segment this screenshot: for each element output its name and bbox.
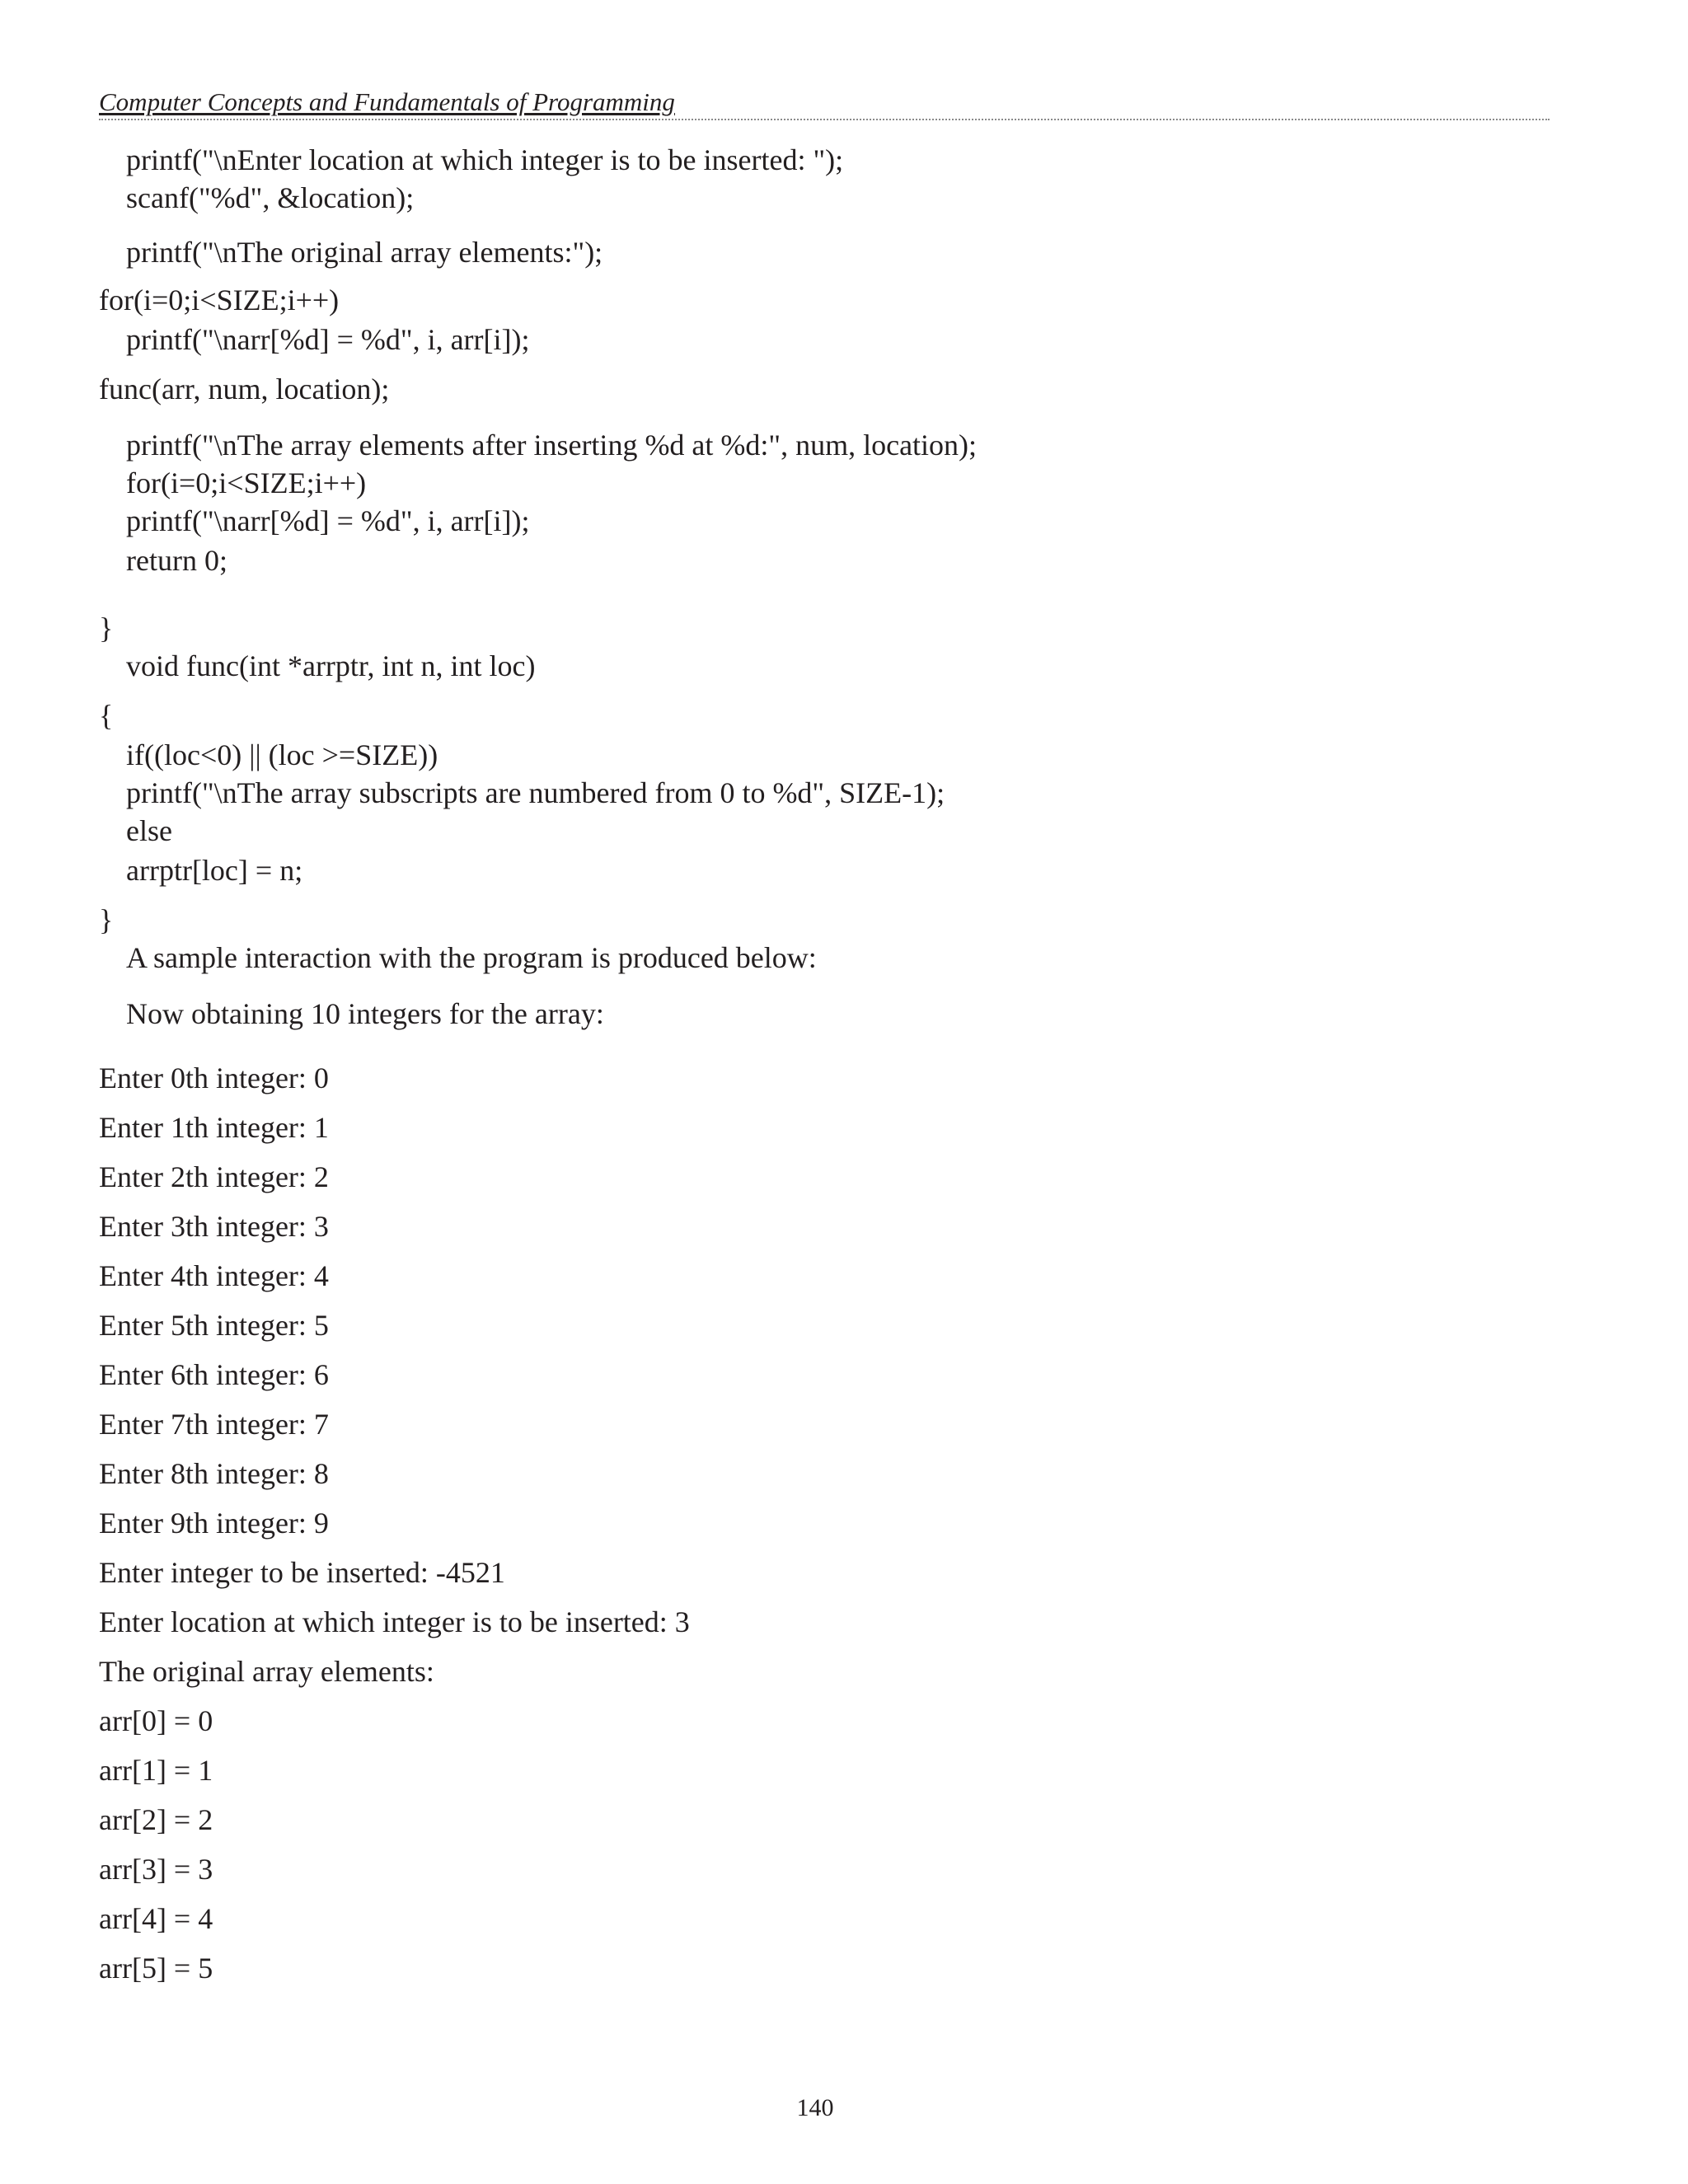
output-line: Enter 9th integer: 9 (99, 1507, 329, 1540)
code-line: func(arr, num, location); (99, 373, 390, 405)
code-line: void func(int *arrptr, int n, int loc) (126, 649, 536, 682)
code-line: if((loc<0) || (loc >=SIZE)) (126, 738, 438, 771)
code-line: scanf("%d", &location); (126, 181, 415, 214)
code-line: } (99, 903, 114, 936)
output-line: Enter 4th integer: 4 (99, 1259, 329, 1292)
code-line: printf("\nEnter location at which integer is to be inserted: "); (126, 143, 844, 176)
output-line: Enter 5th integer: 5 (99, 1309, 329, 1342)
output-line: Enter 7th integer: 7 (99, 1408, 329, 1441)
output-line: Enter 8th integer: 8 (99, 1457, 329, 1490)
page-number: 140 (796, 2094, 834, 2121)
code-line: for(i=0;i<SIZE;i++) (126, 466, 367, 499)
output-line: Enter 3th integer: 3 (99, 1210, 329, 1243)
code-line: { (99, 699, 114, 732)
code-line: } (99, 612, 114, 644)
output-line: arr[0] = 0 (99, 1704, 213, 1737)
running-header-title: Computer Concepts and Fundamentals of Programming (99, 87, 675, 116)
code-line: else (126, 814, 172, 847)
code-line: printf("\nThe array elements after inserting %d at %d:", num, location); (126, 429, 978, 462)
output-line: The original array elements: (99, 1655, 434, 1688)
body-text: A sample interaction with the program is produced below: (126, 941, 817, 974)
running-header (99, 86, 1550, 120)
output-line: Enter 0th integer: 0 (99, 1062, 329, 1094)
code-line: printf("\narr[%d] = %d", i, arr[i]); (126, 504, 530, 537)
code-line: printf("\narr[%d] = %d", i, arr[i]); (126, 323, 530, 356)
code-line: arrptr[loc] = n; (126, 854, 303, 887)
code-line: printf("\nThe array subscripts are numbered from 0 to %d", SIZE-1); (126, 776, 945, 809)
output-line: Enter 1th integer: 1 (99, 1111, 329, 1144)
output-line: Enter 2th integer: 2 (99, 1160, 329, 1193)
code-line: return 0; (126, 544, 227, 577)
output-line: Enter integer to be inserted: -4521 (99, 1556, 505, 1589)
code-line: printf("\nThe original array elements:"); (126, 236, 603, 269)
code-line: for(i=0;i<SIZE;i++) (99, 284, 340, 316)
output-line: arr[1] = 1 (99, 1754, 213, 1787)
body-text: Now obtaining 10 integers for the array: (126, 997, 604, 1030)
output-line: Enter 6th integer: 6 (99, 1358, 329, 1391)
output-line: arr[4] = 4 (99, 1902, 213, 1935)
output-line: arr[3] = 3 (99, 1853, 213, 1886)
output-line: Enter location at which integer is to be inserted: 3 (99, 1605, 690, 1638)
output-line: arr[2] = 2 (99, 1803, 213, 1836)
output-line: arr[5] = 5 (99, 1952, 213, 1985)
